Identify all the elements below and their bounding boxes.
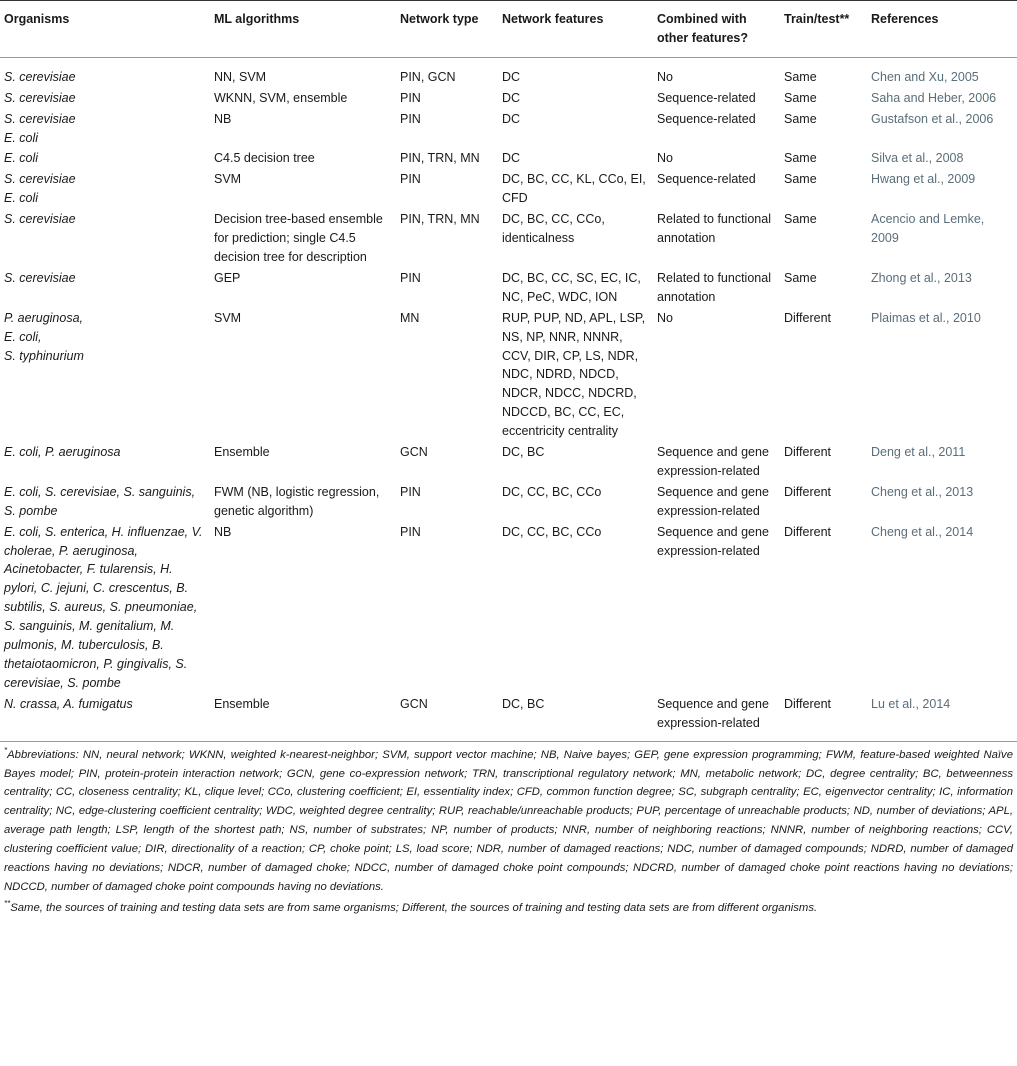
cell-network-type: PIN [400, 172, 421, 187]
table-row [0, 442, 1017, 482]
cell-network-features: DC, BC, CC, SC, EC, IC, NC, PeC, WDC, ION [502, 270, 641, 304]
cell-organisms: N. crassa, A. fumigatus [4, 696, 133, 711]
header-organisms: Organisms [4, 12, 70, 26]
cell-network-features: DC [502, 111, 521, 126]
table-row [0, 694, 1017, 741]
cell-network-features: DC, BC [502, 445, 545, 460]
cell-organisms: S. cerevisiae [4, 90, 76, 105]
cell-train-test: Different [784, 696, 832, 711]
cell-network-features: DC, BC, CC, KL, CCo, EI, CFD [502, 172, 646, 206]
cell-combined: Sequence-related [657, 172, 756, 187]
cell-combined: No [657, 151, 673, 166]
cell-organisms: S. cerevisiae [4, 212, 76, 227]
cell-train-test: Different [784, 524, 832, 539]
cell-ml-algorithms: Ensemble [214, 445, 270, 460]
cell-reference[interactable]: Zhong et al., 2013 [871, 270, 972, 285]
header-ml-algorithms: ML algorithms [214, 12, 300, 26]
cell-network-features: DC [502, 151, 521, 166]
cell-combined: No [657, 310, 673, 325]
cell-network-features: RUP, PUP, ND, APL, LSP, NS, NP, NNR, NNNR, CCV, DIR, CP, LS, NDR, NDC, NDRD, NDCD, NDCR, NDCC, NDCRD, NDCCD, BC, CC, EC, eccentricity centrality [502, 310, 646, 439]
cell-combined: Related to functional annotation [657, 212, 771, 246]
cell-reference[interactable]: Hwang et al., 2009 [871, 172, 976, 187]
cell-reference[interactable]: Cheng et al., 2014 [871, 524, 974, 539]
cell-combined: Sequence and gene expression-related [657, 696, 769, 730]
table-row [0, 169, 1017, 209]
header-references: References [871, 12, 939, 26]
cell-organisms: S. cerevisiae [4, 270, 76, 285]
cell-reference[interactable]: Lu et al., 2014 [871, 696, 951, 711]
cell-ml-algorithms: WKNN, SVM, ensemble [214, 90, 348, 105]
table-row [0, 148, 1017, 169]
cell-train-test: Same [784, 111, 817, 126]
cell-reference[interactable]: Deng et al., 2011 [871, 445, 966, 460]
footnote-abbrev-marker: * [4, 745, 8, 755]
cell-network-features: DC [502, 90, 521, 105]
cell-combined: Sequence-related [657, 111, 756, 126]
cell-network-type: PIN, TRN, MN [400, 212, 480, 227]
cell-combined: Sequence-related [657, 90, 756, 105]
cell-ml-algorithms: SVM [214, 310, 242, 325]
header-network-features: Network features [502, 12, 604, 26]
cell-train-test: Same [784, 151, 817, 166]
cell-train-test: Same [784, 270, 817, 285]
cell-combined: Sequence and gene expression-related [657, 445, 769, 478]
cell-ml-algorithms: FWM (NB, logistic regression, genetic algorithm) [214, 484, 380, 518]
table-body [0, 57, 1017, 741]
table-header [0, 1, 1017, 58]
cell-network-type: PIN [400, 111, 421, 126]
cell-combined: No [657, 69, 673, 84]
footnote-traintest-text: Same, the sources of training and testing data sets are from same organisms; Different, the sources of training and testing data sets are from different organisms. [10, 901, 818, 914]
table-row [0, 109, 1017, 149]
cell-organisms: E. coli [4, 151, 39, 166]
cell-network-features: DC, CC, BC, CCo [502, 484, 602, 499]
cell-organisms: S. cerevisiae E. coli [4, 111, 76, 145]
cell-network-type: PIN, TRN, MN [400, 151, 480, 166]
cell-reference[interactable]: Cheng et al., 2013 [871, 484, 974, 499]
header-network-type: Network type [400, 12, 479, 26]
cell-network-type: PIN, GCN [400, 69, 456, 84]
cell-combined: Sequence and gene expression-related [657, 484, 769, 518]
cell-train-test: Same [784, 69, 817, 84]
header-combined: Combined with other features? [657, 12, 748, 45]
cell-train-test: Different [784, 445, 832, 460]
header-row [0, 1, 1017, 58]
cell-ml-algorithms: C4.5 decision tree [214, 151, 315, 166]
cell-network-type: PIN [400, 270, 421, 285]
cell-organisms: S. cerevisiae E. coli [4, 172, 76, 206]
cell-network-type: MN [400, 310, 420, 325]
cell-ml-algorithms: Decision tree-based ensemble for prediction; single C4.5 decision tree for description [214, 212, 383, 264]
table-row [0, 522, 1017, 694]
cell-train-test: Same [784, 172, 817, 187]
footnotes [0, 742, 1017, 918]
cell-organisms: E. coli, S. cerevisiae, S. sanguinis, S. pombe [4, 484, 196, 518]
cell-reference[interactable]: Chen and Xu, 2005 [871, 69, 979, 84]
table-row [0, 209, 1017, 268]
table-row [0, 88, 1017, 109]
cell-reference[interactable]: Plaimas et al., 2010 [871, 310, 981, 325]
cell-train-test: Different [784, 310, 832, 325]
cell-ml-algorithms: NB [214, 524, 232, 539]
cell-network-type: GCN [400, 445, 428, 460]
header-train-test: Train/test** [784, 12, 850, 26]
cell-organisms: E. coli, P. aeruginosa [4, 445, 121, 460]
table-row [0, 268, 1017, 308]
cell-network-type: PIN [400, 484, 421, 499]
cell-reference[interactable]: Gustafson et al., 2006 [871, 111, 994, 126]
cell-train-test: Same [784, 212, 817, 227]
cell-organisms: E. coli, S. enterica, H. influenzae, V. cholerae, P. aeruginosa, Acinetobacter, F. tularensis, H. pylori, C. jejuni, C. crescentus, B. subtilis, S. aureus, S. pneumoniae, S. sanguinis, M. genitalium, M. pulmonis, M. tuberculosis, B. thetaiotaomicron, P. gingivalis, S. cerevisiae, S. pombe [4, 524, 203, 690]
cell-ml-algorithms: NN, SVM [214, 69, 267, 84]
footnote-abbreviations [4, 746, 1013, 897]
cell-ml-algorithms: GEP [214, 270, 241, 285]
cell-reference[interactable]: Saha and Heber, 2006 [871, 90, 997, 105]
cell-combined: Sequence and gene expression-related [657, 524, 769, 558]
cell-ml-algorithms: NB [214, 111, 232, 126]
cell-train-test: Different [784, 484, 832, 499]
cell-organisms: P. aeruginosa, E. coli, S. typhinurium [4, 310, 84, 363]
cell-network-features: DC, BC [502, 696, 545, 711]
cell-network-type: GCN [400, 696, 428, 711]
cell-ml-algorithms: Ensemble [214, 696, 270, 711]
footnote-train-test [4, 899, 1013, 918]
cell-network-features: DC [502, 69, 521, 84]
cell-combined: Related to functional annotation [657, 270, 771, 304]
cell-network-type: PIN [400, 524, 421, 539]
footnote-traintest-marker: ** [4, 898, 11, 908]
cell-network-features: DC, BC, CC, CCo, identicalness [502, 212, 605, 246]
cell-organisms: S. cerevisiae [4, 69, 76, 84]
table-row [0, 482, 1017, 522]
table-row [0, 57, 1017, 87]
footnote-abbrev-text: Abbreviations: NN, neural network; WKNN, weighted k-nearest-neighbor; SVM, support vector machine; NB, Naive bayes; GEP, gene expression programming; FWM, feature-based weighted Naïve Bayes model; PIN, protein-protein interaction network; GCN, gene co-expression network; TRN, transcriptional regulatory network; MN, metabolic network; DC, degree centrality; BC, betweenness centrality; CC, closeness centrality; KL, clique level; CCo, clustering coefficient; EI, essentiality index; CFD, common function degree; SC, subgraph centrality; EC, eigenvector centrality; IC, information centrality; NC, edge-clustering coefficient centrality; WDC, weighted degree centrality; RUP, reachable/unreachable products; PUP, percentage of unreachable products; ND, number of deviations; APL, average path length; LSP, length of the shortest path; NS, number of substrates; NP, number of products; NNR, number of neighboring reactions; NNNR, number of neighboring reactions; CCV, clustering coefficient value; DIR, directionality of a reaction; CP, choke point; LS, load score; NDR, number of damaged reactions; NDC, number of damaged compounds; NDRD, number of damaged reactions having no deviations; NDCR, number of damaged choke; NDCC, number of damaged choke point compounds; NDCRD, number of damaged choke point reactions having no deviations; NDCCD, number of damaged choke point compounds having no deviations. [4, 748, 1013, 893]
table-row [0, 308, 1017, 442]
cell-network-features: DC, CC, BC, CCo [502, 524, 602, 539]
cell-reference[interactable]: Acencio and Lemke, 2009 [871, 212, 985, 246]
cell-network-type: PIN [400, 90, 421, 105]
cell-train-test: Same [784, 90, 817, 105]
cell-reference[interactable]: Silva et al., 2008 [871, 151, 964, 166]
cell-ml-algorithms: SVM [214, 172, 242, 187]
